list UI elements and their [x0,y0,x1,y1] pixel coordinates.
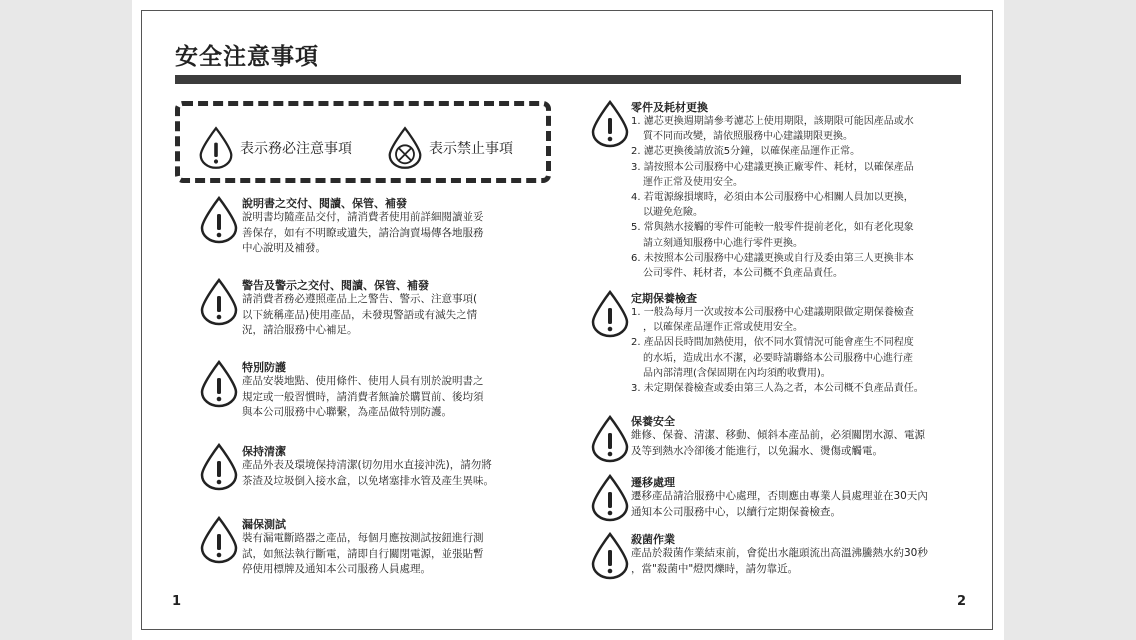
body-line: 維修、保養、清潔、移動、傾斜本產品前，必須關閉水源、電源 [631,429,925,441]
section-title: 保養安全 [631,415,675,428]
section-title: 遷移處理 [631,476,675,489]
legend-box [175,101,551,183]
body-line: 遷移產品請洽服務中心處理，否則應由專業人員處理並在30天內 [631,490,928,502]
list-line: 1. 濾芯更換週期請參考濾芯上使用期限，該期限可能因產品或水 [631,116,914,127]
title-rule [175,75,961,84]
section-body [631,428,925,459]
body-line: 試，如無法執行斷電，請即自行關閉電源，並張貼暫 [242,547,484,560]
body-line: 通知本公司服務中心，以續行定期保養檢查。 [631,505,841,518]
list-line: 的水垢，造成出水不潔，必要時請聯絡本公司服務中心進行產 [643,352,913,364]
section-body [242,210,484,257]
section-title: 殺菌作業 [631,533,675,546]
body-line: 況，請洽服務中心補足。 [242,324,358,336]
body-line: 請消費者務必遵照產品上之警告、警示、注意事項( [242,293,478,305]
list-line: 3. 未定期保養檢查或委由第三人為之者，本公司概不負產品責任。 [631,383,924,395]
caution-drop-icon [590,415,630,463]
section-body [631,489,928,520]
section-body [242,374,484,421]
list-line: 2. 濾芯更換後請放流5分鐘，以確保產品運作正常。 [631,146,861,158]
page-number-right: 2 [957,594,967,609]
section-title: 說明書之交付、閱讀、保管、補發 [242,197,407,210]
section-title: 特別防護 [242,361,286,374]
section-body [242,531,484,578]
numbered-list [631,114,914,281]
caution-drop-icon [198,126,234,170]
body-line: 產品外表及環境保持清潔(切勿用水直接沖洗)，請勿將 [242,459,492,471]
section-title: 零件及耗材更換 [631,101,708,114]
legend-prohibit [387,126,513,170]
body-line: 及等到熱水冷卻後才能進行，以免漏水、燙傷或觸電。 [631,444,883,457]
page-number-left: 1 [172,594,182,609]
caution-drop-icon [590,532,630,580]
section-body [242,292,477,339]
body-line: 產品安裝地點、使用條件、使用人員有別於說明書之 [242,375,484,387]
list-line: 2. 產品因長時間加熱使用，依不同水質情況可能會產生不同程度 [631,337,914,349]
list-line: 6. 未按照本公司服務中心建議更換或自行及委由第三人更換非本 [631,252,914,264]
numbered-list [631,305,924,396]
section-title: 漏保測試 [242,518,286,531]
body-line: 中心說明及補發。 [242,242,326,254]
section-body [242,458,494,489]
body-line: 裝有漏電斷路器之產品，每個月應按測試按鈕進行測 [242,532,484,544]
caution-drop-icon [199,443,239,491]
section-title: 定期保養檢查 [631,292,697,305]
page-title: 安全注意事項 [175,44,319,70]
body-line: 停使用標牌及通知本公司服務人員處理。 [242,563,431,575]
caution-drop-icon [590,100,630,148]
body-line: 規定或一般習慣時，請消費者無論於購買前、後均須 [242,390,484,403]
body-line: 善保存，如有不明瞭或遺失，請洽詢賣場傳各地服務 [242,226,484,239]
body-line: 與本公司服務中心聯繫，為產品做特別防護。 [242,406,452,418]
list-line: 以避免危險。 [643,207,703,219]
caution-drop-icon [199,516,239,564]
list-line: ，以確保產品運作正常或使用安全。 [643,322,803,334]
list-line: 質不同而改變，請依照服務中心建議期限更換。 [643,131,853,143]
legend-prohibit-label: 表示禁止事項 [429,141,513,157]
section-body [631,546,928,577]
list-line: 請立刻通知服務中心進行零件更換。 [643,237,803,249]
prohibit-drop-icon [387,126,423,170]
list-line: 公司零件、耗材者，本公司概不負產品責任。 [643,268,843,280]
section-title: 保持清潔 [242,445,286,458]
legend-caution [198,126,352,170]
body-line: ，當"殺菌中"燈閃爍時，請勿靠近。 [631,562,799,575]
caution-drop-icon [590,290,630,338]
body-line: 茶渣及垃圾倒入接水盒，以免堵塞排水管及產生異味。 [242,474,494,487]
list-line: 1. 一般為每月一次或按本公司服務中心建議期限做定期保養檢查 [631,307,914,318]
section-title: 警告及警示之交付、閱讀、保管、補發 [242,279,429,292]
body-line: 產品於殺菌作業結束前，會從出水龍頭流出高溫沸騰熱水約30秒 [631,547,928,559]
caution-drop-icon [199,196,239,244]
body-line: 以下統稱產品)使用產品，未發現警語或有滅失之情 [242,308,478,321]
caution-drop-icon [199,278,239,326]
list-line: 品內部清理(含保固期在內均須酌收費用)。 [643,367,831,379]
body-line: 說明書均隨產品交付，請消費者使用前詳細閱讀並妥 [242,211,484,223]
list-line: 運作正常及使用安全。 [643,176,743,188]
list-line: 3. 請按照本公司服務中心建議更換正廠零件、耗材，以確保產品 [631,161,914,173]
list-line: 5. 常與熱水接觸的零件可能較一般零件提前老化，如有老化現象 [631,222,914,234]
legend-caution-label: 表示務必注意事項 [240,141,352,157]
caution-drop-icon [199,360,239,408]
caution-drop-icon [590,474,630,522]
list-line: 4. 若電源線損壞時，必須由本公司服務中心相關人員加以更換， [631,192,914,204]
